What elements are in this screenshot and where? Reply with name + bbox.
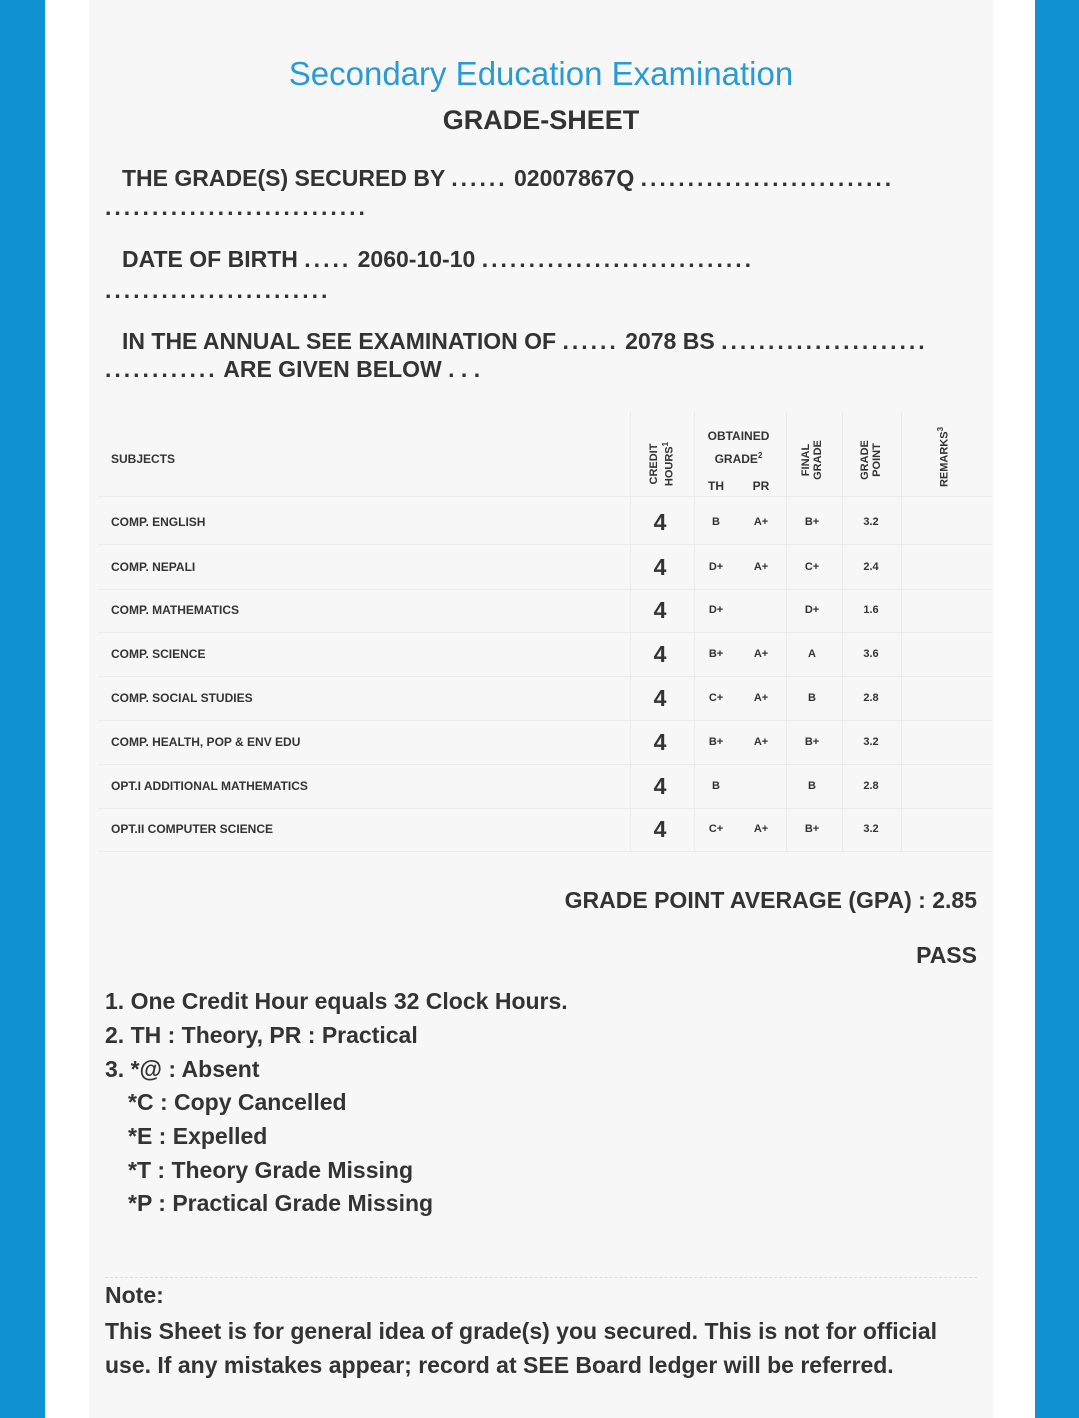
grade-sheet: Secondary Education Examination GRADE-SHEET THE GRADE(S) SECURED BY ...... 02007867Q ........................... ............................ DATE OF BIRTH ..... 2060-10-10 ............................. ........................ IN THE ANNUAL SEE EXAMINATION OF ...... 2078 BS ...................... ............ ARE GIVEN BELOW . . . SUBJECTS CREDIT HOURS$^1$ OBTAINED GRADE$^2$ TH PR FINAL GRADE GRADE POINT REMARKS$^3$ COMP. ENGLISH 4 B A+ B+ 3.2 COMP. NEPALI 4 D+ A+ C+ 2.4 COMP. MATHEMATICS 4 D+ D+ 1.6 COMP. SCIENCE 4 B+ A+ A 3.6 COMP. SOCIAL STUDIES 4 C+ A+ B 2.8 COMP. HEALTH, POP & ENV EDU 4 B+ A+ B+ 3.2 OPT.I ADDITIONAL MATHEMATICS 4 B B 2.8 OPT.II COMPUTER SCIENCE 4 C+ A+ B+ 3.2 GRADE POINT AVERAGE (GPA) : 2.85 PASS 1. One Credit Hour equals 32 Clock Hours. 2. TH : Theory, PR : Practical 3. *@ : Absent *C : Copy Cancelled *E : Expelled *T : Theory Grade Missing *P : Practical Grade Missing Note: This Sheet is for general idea of grade(s) you secured. This is not for official use. If any mistakes appear; record at SEE Board ledger will be referred. <box>89 0 993 1418</box>
credit-hours: 4 <box>653 509 667 535</box>
practical-grade <box>741 588 781 632</box>
subject-name: COMP. NEPALI <box>111 560 196 574</box>
secured-by-line: THE GRADE(S) SECURED BY ...... 02007867Q ........................... <box>122 165 895 191</box>
credit-hours: 4 <box>653 641 667 667</box>
footnote-item: *C : Copy Cancelled <box>128 1089 347 1115</box>
table-header <box>98 412 992 497</box>
obtained-grade-header: OBTAINED GRADE$^2$ <box>707 429 770 466</box>
subject-name: COMP. SOCIAL STUDIES <box>111 691 253 705</box>
practical-grade: A+ <box>753 692 769 704</box>
final-grade: D+ <box>804 604 820 616</box>
credit-hours: 4 <box>653 773 667 799</box>
subject-name: OPT.II COMPUTER SCIENCE <box>111 822 274 836</box>
right-border-bar <box>1035 0 1079 1418</box>
theory-grade: C+ <box>708 823 724 835</box>
symbol-number: 02007867Q <box>514 165 635 191</box>
table-row <box>98 500 992 545</box>
grade-point: 2.8 <box>863 692 879 704</box>
table-row <box>98 632 992 677</box>
note-text: This Sheet is for general idea of grade(s) you secured. This is not for official use. If any mistakes appear; record at SEE Board ledger will be referred. <box>105 1318 937 1378</box>
note-title: Note: <box>105 1282 164 1308</box>
theory-grade: B <box>712 516 720 528</box>
practical-grade: A+ <box>753 736 769 748</box>
table-row <box>98 720 992 765</box>
exam-year: 2078 BS <box>625 328 715 354</box>
final-grade: B+ <box>804 516 820 528</box>
dob-value: 2060-10-10 <box>357 246 476 272</box>
final-grade: B+ <box>804 736 820 748</box>
grade-point: 1.6 <box>863 604 879 616</box>
subject-name: COMP. SCIENCE <box>111 647 206 661</box>
subject-name: COMP. HEALTH, POP & ENV EDU <box>111 735 301 749</box>
final-grade: C+ <box>804 561 820 573</box>
credit-hours: 4 <box>653 685 667 711</box>
pr-header: PR <box>752 479 770 493</box>
grade-point: 3.2 <box>863 516 879 528</box>
result-status: PASS <box>916 942 977 968</box>
dob-label: DATE OF BIRTH <box>122 246 298 272</box>
credit-hours: 4 <box>653 554 667 580</box>
theory-grade: B+ <box>708 648 724 660</box>
credit-hours-header: CREDIT HOURS$^1$ <box>648 441 676 487</box>
final-grade-header: FINAL GRADE <box>800 440 824 480</box>
practical-grade: A+ <box>753 516 769 528</box>
final-grade: B <box>808 692 816 704</box>
table-row <box>98 807 992 852</box>
note-divider <box>105 1277 977 1278</box>
subject-name: OPT.I ADDITIONAL MATHEMATICS <box>111 779 308 793</box>
grade-point: 3.2 <box>863 736 879 748</box>
practical-grade: A+ <box>753 823 769 835</box>
table-row <box>98 764 992 809</box>
theory-grade: B+ <box>708 736 724 748</box>
left-border-bar <box>0 0 45 1418</box>
subjects-header: SUBJECTS <box>111 452 176 466</box>
footnote-item: 2. TH : Theory, PR : Practical <box>105 1022 418 1048</box>
final-grade: A <box>808 648 816 660</box>
grade-point: 3.2 <box>863 823 879 835</box>
table-row <box>98 676 992 721</box>
remarks-header: REMARKS$^3$ <box>936 426 951 488</box>
subject-name: COMP. ENGLISH <box>111 515 206 529</box>
dob-line: DATE OF BIRTH ..... 2060-10-10 ............................. <box>122 246 755 272</box>
theory-grade: C+ <box>708 692 724 704</box>
th-header: TH <box>708 479 724 493</box>
practical-grade <box>741 764 781 808</box>
credit-hours: 4 <box>653 597 667 623</box>
practical-grade: A+ <box>753 561 769 573</box>
gpa-text: GRADE POINT AVERAGE (GPA) : 2.85 <box>564 887 977 913</box>
theory-grade: B <box>712 780 720 792</box>
grade-point: 3.6 <box>863 648 879 660</box>
grade-point: 2.8 <box>863 780 879 792</box>
theory-grade: D+ <box>708 561 724 573</box>
footnote-item: 1. One Credit Hour equals 32 Clock Hours. <box>105 988 568 1014</box>
theory-grade: D+ <box>708 604 724 616</box>
credit-hours: 4 <box>653 816 667 842</box>
sheet-subtitle: GRADE-SHEET <box>442 105 640 135</box>
secured-by-label: THE GRADE(S) SECURED BY <box>122 165 445 191</box>
exam-label: IN THE ANNUAL SEE EXAMINATION OF <box>122 328 557 354</box>
final-grade: B <box>808 780 816 792</box>
footnote-item: 3. *@ : Absent <box>105 1056 260 1082</box>
table-row <box>98 588 992 633</box>
grade-point: 2.4 <box>863 561 879 573</box>
table-row <box>98 545 992 590</box>
footnote-item: *P : Practical Grade Missing <box>128 1190 434 1216</box>
exam-line: IN THE ANNUAL SEE EXAMINATION OF ...... 2078 BS ...................... <box>122 328 928 354</box>
grade-point-header: GRADE POINT <box>859 440 883 480</box>
given-below-line: ............ ARE GIVEN BELOW . . . <box>105 356 481 382</box>
practical-grade: A+ <box>753 648 769 660</box>
given-below-text: ARE GIVEN BELOW . . . <box>223 356 481 382</box>
footnote-item: *T : Theory Grade Missing <box>128 1157 413 1183</box>
subject-name: COMP. MATHEMATICS <box>111 603 239 617</box>
exam-title: Secondary Education Examination <box>288 55 794 92</box>
final-grade: B+ <box>804 823 820 835</box>
credit-hours: 4 <box>653 729 667 755</box>
footnote-item: *E : Expelled <box>128 1123 268 1149</box>
